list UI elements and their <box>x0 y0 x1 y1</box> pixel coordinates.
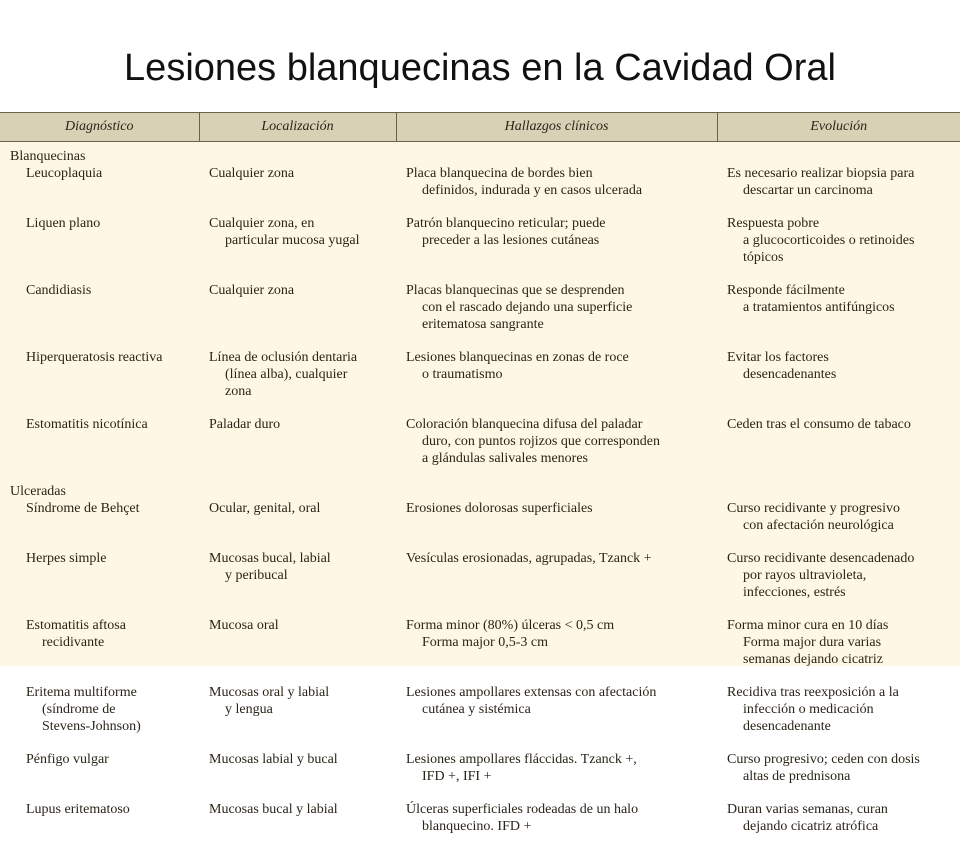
cell-localizacion <box>199 416 396 483</box>
cell-line: Pénfigo vulgar <box>26 752 109 767</box>
cell-evolucion <box>717 500 960 550</box>
differential-table <box>0 112 960 851</box>
header-diagnostico: Diagnóstico <box>0 113 199 142</box>
cell-line: semanas dejando cicatriz <box>743 652 883 667</box>
cell-line: (síndrome de <box>42 702 116 717</box>
cell-line: Línea de oclusión dentaria <box>209 350 358 365</box>
cell-localizacion <box>199 751 396 801</box>
cell-line: tópicos <box>743 250 784 265</box>
cell-line: a glucocorticoides o retinoides <box>743 233 915 248</box>
cell-hallazgos <box>396 349 717 416</box>
table-row <box>0 349 960 416</box>
cell-line: Coloración blanquecina difusa del paladar <box>406 417 643 432</box>
cell-line: a glándulas salivales menores <box>422 451 589 466</box>
cell-line: cutánea y sistémica <box>422 702 531 717</box>
cell-diagnostico <box>0 416 199 483</box>
cell-evolucion <box>717 751 960 801</box>
cell-line: Forma major dura varias <box>743 635 882 650</box>
cell-line: o traumatismo <box>422 367 503 382</box>
cell-line: Recidiva tras reexposición a la <box>727 685 899 700</box>
table-row <box>0 416 960 483</box>
cell-hallazgos <box>396 684 717 751</box>
cell-diagnostico <box>0 801 199 851</box>
cell-line: con el rascado dejando una superficie <box>422 300 633 315</box>
cell-diagnostico <box>0 684 199 751</box>
cell-line: altas de prednisona <box>743 769 851 784</box>
table-row <box>0 550 960 617</box>
cell-evolucion <box>717 684 960 751</box>
cell-line: Lesiones blanquecinas en zonas de roce <box>406 350 629 365</box>
cell-localizacion <box>199 684 396 751</box>
cell-localizacion <box>199 617 396 684</box>
cell-evolucion <box>717 349 960 416</box>
cell-line: Leucoplaquia <box>26 166 103 181</box>
group-row <box>0 142 960 166</box>
cell-hallazgos <box>396 550 717 617</box>
cell-localizacion <box>199 500 396 550</box>
cell-line: Ceden tras el consumo de tabaco <box>727 417 911 432</box>
cell-line: y lengua <box>225 702 273 717</box>
table-row <box>0 215 960 282</box>
header-hallazgos: Hallazgos clínicos <box>396 113 717 142</box>
cell-diagnostico <box>0 349 199 416</box>
cell-diagnostico <box>0 215 199 282</box>
cell-line: (línea alba), cualquier <box>225 367 348 382</box>
cell-localizacion <box>199 801 396 851</box>
cell-line: Mucosas labial y bucal <box>209 752 338 767</box>
cell-line: desencadenante <box>743 719 831 734</box>
cell-line: Placas blanquecinas que se desprenden <box>406 283 625 298</box>
group-label: Blanquecinas <box>10 149 86 164</box>
cell-line: Liquen plano <box>26 216 101 231</box>
cell-line: Herpes simple <box>26 551 107 566</box>
cell-line: Cualquier zona <box>209 283 295 298</box>
cell-hallazgos <box>396 416 717 483</box>
cell-hallazgos <box>396 751 717 801</box>
cell-line: Erosiones dolorosas superficiales <box>406 501 593 516</box>
cell-line: Estomatitis aftosa <box>26 618 126 633</box>
cell-line: infección o medicación <box>743 702 874 717</box>
cell-line: dejando cicatriz atrófica <box>743 819 879 834</box>
cell-line: Mucosas bucal y labial <box>209 802 338 817</box>
cell-line: eritematosa sangrante <box>422 317 544 332</box>
cell-evolucion <box>717 617 960 684</box>
cell-line: Vesículas erosionadas, agrupadas, Tzanck + <box>406 551 652 566</box>
cell-evolucion <box>717 416 960 483</box>
cell-hallazgos <box>396 215 717 282</box>
cell-hallazgos <box>396 801 717 851</box>
cell-localizacion <box>199 165 396 215</box>
cell-line: Stevens-Johnson) <box>42 719 141 734</box>
cell-line: Hiperqueratosis reactiva <box>26 350 163 365</box>
cell-line: Patrón blanquecino reticular; puede <box>406 216 606 231</box>
table-row <box>0 165 960 215</box>
cell-line: Duran varias semanas, curan <box>727 802 888 817</box>
cell-diagnostico <box>0 500 199 550</box>
cell-line: Forma minor (80%) úlceras < 0,5 cm <box>406 618 615 633</box>
cell-localizacion <box>199 550 396 617</box>
cell-line: particular mucosa yugal <box>225 233 360 248</box>
header-evolucion: Evolución <box>717 113 960 142</box>
cell-line: Cualquier zona <box>209 166 295 181</box>
table-row <box>0 500 960 550</box>
cell-line: Es necesario realizar biopsia para <box>727 166 915 181</box>
cell-line: con afectación neurológica <box>743 518 894 533</box>
cell-line: Mucosa oral <box>209 618 279 633</box>
cell-line: duro, con puntos rojizos que corresponden <box>422 434 660 449</box>
cell-line: infecciones, estrés <box>743 585 846 600</box>
cell-diagnostico <box>0 751 199 801</box>
table-header-row <box>0 113 960 142</box>
cell-line: Eritema multiforme <box>26 685 137 700</box>
cell-line: Placa blanquecina de bordes bien <box>406 166 593 181</box>
cell-evolucion <box>717 165 960 215</box>
cell-line: Candidiasis <box>26 283 92 298</box>
table-row <box>0 282 960 349</box>
cell-line: Forma minor cura en 10 días <box>727 618 889 633</box>
cell-line: Úlceras superficiales rodeadas de un halo <box>406 802 639 817</box>
table-row <box>0 684 960 751</box>
cell-diagnostico <box>0 617 199 684</box>
cell-hallazgos <box>396 617 717 684</box>
cell-line: blanquecino. IFD + <box>422 819 532 834</box>
group-label: Ulceradas <box>10 484 66 499</box>
cell-line: Lesiones ampollares fláccidas. Tzanck +, <box>406 752 637 767</box>
cell-line: Cualquier zona, en <box>209 216 315 231</box>
cell-line: Mucosas oral y labial <box>209 685 330 700</box>
cell-line: preceder a las lesiones cutáneas <box>422 233 600 248</box>
cell-diagnostico <box>0 165 199 215</box>
cell-hallazgos <box>396 500 717 550</box>
cell-line: Responde fácilmente <box>727 283 845 298</box>
cell-hallazgos <box>396 282 717 349</box>
slide-title: Lesiones blanquecinas en la Cavidad Oral <box>124 47 836 89</box>
cell-line: Síndrome de Behçet <box>26 501 140 516</box>
cell-diagnostico <box>0 282 199 349</box>
cell-line: Estomatitis nicotínica <box>26 417 148 432</box>
cell-diagnostico <box>0 550 199 617</box>
cell-localizacion <box>199 349 396 416</box>
cell-line: zona <box>225 384 252 399</box>
cell-line: Respuesta pobre <box>727 216 820 231</box>
cell-line: definidos, indurada y en casos ulcerada <box>422 183 643 198</box>
differential-table-image <box>0 112 960 834</box>
cell-line: Ocular, genital, oral <box>209 501 321 516</box>
cell-localizacion <box>199 282 396 349</box>
cell-line: Paladar duro <box>209 417 281 432</box>
cell-hallazgos <box>396 165 717 215</box>
table-row <box>0 751 960 801</box>
cell-line: Mucosas bucal, labial <box>209 551 331 566</box>
cell-line: IFD +, IFI + <box>422 769 492 784</box>
cell-line: recidivante <box>42 635 105 650</box>
cell-evolucion <box>717 801 960 851</box>
cell-line: por rayos ultravioleta, <box>743 568 867 583</box>
cell-line: Lesiones ampollares extensas con afectación <box>406 685 657 700</box>
cell-line: Curso recidivante desencadenado <box>727 551 915 566</box>
cell-line: Forma major 0,5-3 cm <box>422 635 548 650</box>
cell-evolucion <box>717 282 960 349</box>
cell-line: descartar un carcinoma <box>743 183 873 198</box>
header-localizacion: Localización <box>199 113 396 142</box>
cell-localizacion <box>199 215 396 282</box>
cell-line: Lupus eritematoso <box>26 802 130 817</box>
cell-line: Curso recidivante y progresivo <box>727 501 901 516</box>
cell-line: a tratamientos antifúngicos <box>743 300 895 315</box>
cell-line: desencadenantes <box>743 367 837 382</box>
cell-evolucion <box>717 215 960 282</box>
table-row <box>0 801 960 851</box>
cell-evolucion <box>717 550 960 617</box>
cell-line: Evitar los factores <box>727 350 829 365</box>
cell-line: Curso progresivo; ceden con dosis <box>727 752 920 767</box>
group-row <box>0 483 960 500</box>
cell-line: y peribucal <box>225 568 288 583</box>
table-row <box>0 617 960 684</box>
